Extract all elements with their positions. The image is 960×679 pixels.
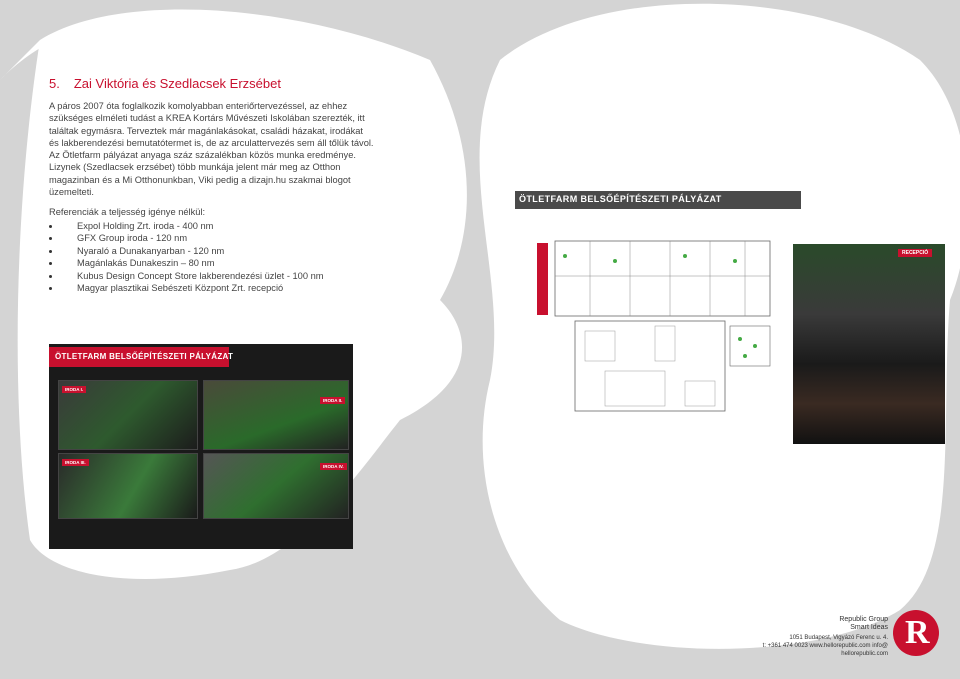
reference-item: Kubus Design Concept Store lakberendezési üzlet - 100 nm xyxy=(49,270,324,282)
floor-plan-drawing xyxy=(535,231,780,459)
logo-letter: R xyxy=(905,614,930,651)
paragraph-line: Az Ötletfarm pályázat anyaga száz százalékban közös munka eredménye. xyxy=(49,150,356,161)
paragraph-line: Lizynek (Szedlacsek erzsébet) több munkája jelent már meg az Otthon xyxy=(49,162,341,173)
intro-paragraph xyxy=(49,100,379,198)
reference-item: GFX Group iroda - 120 nm xyxy=(49,232,324,244)
paragraph-line: üzemelteti. xyxy=(49,187,94,198)
domain-line: hellorepublic.com xyxy=(841,651,888,657)
contact-line: t: +361 474 0023 www.hellorepublic.com info@ xyxy=(762,643,888,649)
reference-item: Magánlakás Dunakeszin – 80 nm xyxy=(49,257,324,269)
reception-render xyxy=(793,244,945,444)
label-office-2: IRODA II. xyxy=(320,397,345,404)
references-list xyxy=(49,220,324,294)
references-title: Referenciák a teljesség igénye nélkül: xyxy=(49,207,206,217)
paragraph-line: szükséges elméleti tudást a KREA Kortárs Művészeti Iskolában szerezték, itt xyxy=(49,113,365,124)
office-render-2 xyxy=(203,380,349,450)
section-heading xyxy=(49,76,281,91)
reference-item: Nyaraló a Dunakanyarban - 120 nm xyxy=(49,245,324,257)
reception-label: RECEPCIÓ xyxy=(898,249,932,257)
paragraph-line: A páros 2007 óta foglalkozik komolyabban enteriőrtervezéssel, az ehhez xyxy=(49,101,348,111)
address-line: 1051 Budapest, Vigyázó Ferenc u. 4. xyxy=(789,635,888,641)
footer-company xyxy=(839,616,888,632)
section-title: Zai Viktória és Szedlacsek Erzsébet xyxy=(73,76,281,91)
footer-address xyxy=(763,634,888,658)
label-office-1: IRODA I. xyxy=(62,386,86,393)
company-name: Republic Group xyxy=(839,616,888,623)
label-office-4: IRODA IV. xyxy=(320,463,347,470)
reference-item: Expol Holding Zrt. iroda - 400 nm xyxy=(49,220,324,232)
board-title: ÖTLETFARM BELSŐÉPÍTÉSZETI PÁLYÁZAT xyxy=(55,352,234,361)
right-board-title: ÖTLETFARM BELSŐÉPÍTÉSZETI PÁLYÁZAT xyxy=(519,194,722,204)
company-tagline: Smart Ideas xyxy=(850,624,888,631)
section-number: 5. xyxy=(49,76,60,91)
paragraph-line: és lakberendezési bemutatótermet is, de az arculattervezés sem áll tőlük távol. xyxy=(49,137,374,148)
paragraph-line: magazinban és a Mi Otthonunkban, Viki pedig a dizajn.hu szakmai blogot xyxy=(49,174,351,185)
label-office-3: IRODA III. xyxy=(62,459,89,466)
floor-plan-label: ALAPRAJZ xyxy=(532,258,539,300)
reference-item: Magyar plasztikai Sebészeti Központ Zrt. recepció xyxy=(49,282,324,294)
paragraph-line: találtak egymásra. Terveztek már magánlakásokat, családi házakat, irodákat xyxy=(49,125,364,136)
